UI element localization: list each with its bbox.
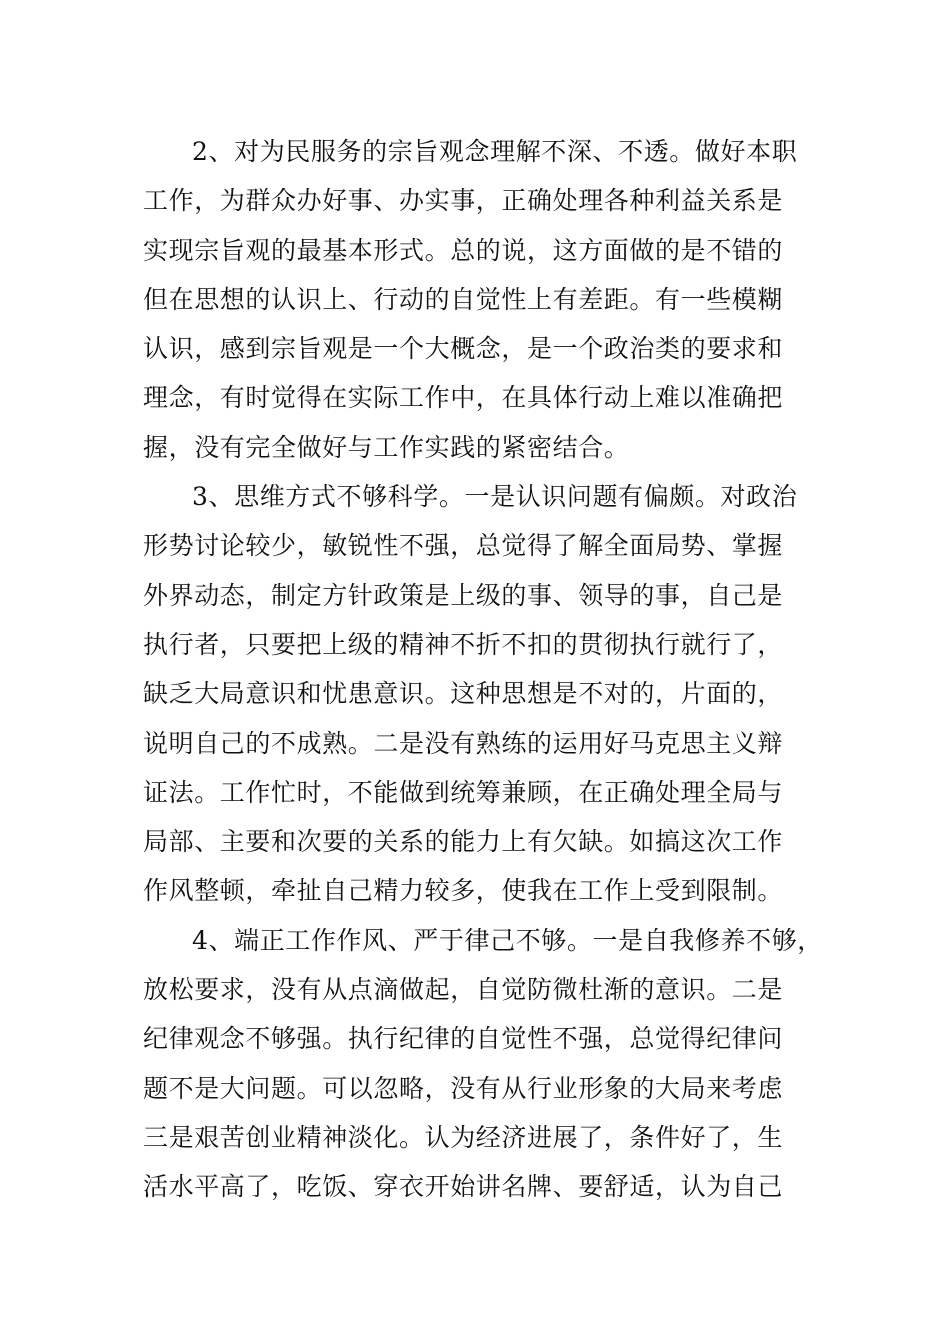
paragraph-4-line-4: 题不是大问题。可以忽略，没有从行业形象的大局来考虑 xyxy=(143,1073,784,1103)
paragraph-2-line-4: 但在思想的认识上、行动的自觉性上有差距。有一些模糊 xyxy=(143,284,784,314)
paragraph-2-line-2: 工作，为群众办好事、办实事，正确处理各种利益关系是 xyxy=(143,186,784,216)
paragraph-3-line-3: 外界动态，制定方针政策是上级的事、领导的事，自己是 xyxy=(143,580,784,610)
paragraph-3-line-7: 证法。工作忙时，不能做到统筹兼顾，在正确处理全局与 xyxy=(143,777,784,807)
paragraph-2-line-7: 握，没有完全做好与工作实践的紧密结合。 xyxy=(143,432,630,462)
body-text xyxy=(143,127,843,1212)
paragraph-3-line-9: 作风整顿，牵扯自己精力较多，使我在工作上受到限制。 xyxy=(143,876,784,906)
paragraph-4-line-5: 三是艰苦创业精神淡化。认为经济进展了，条件好了，生 xyxy=(143,1122,784,1152)
paragraph-3-line-1: 3、思维方式不够科学。一是认识问题有偏颇。对政治 xyxy=(192,482,798,512)
paragraph-4-line-3: 纪律观念不够强。执行纪律的自觉性不强，总觉得纪律问 xyxy=(143,1024,784,1054)
paragraph-3-line-4: 执行者，只要把上级的精神不折不扣的贯彻执行就行了， xyxy=(143,629,784,659)
paragraph-4-line-1: 4、端正工作作风、严于律己不够。一是自我修养不够， xyxy=(192,925,823,955)
paragraph-4-line-2: 放松要求，没有从点滴做起，自觉防微杜渐的意识。二是 xyxy=(143,975,784,1005)
paragraph-2-line-5: 认识，感到宗旨观是一个大概念，是一个政治类的要求和 xyxy=(143,334,784,364)
paragraph-2-line-3: 实现宗旨观的最基本形式。总的说，这方面做的是不错的 xyxy=(143,235,784,265)
paragraph-4-line-6: 活水平高了，吃饭、穿衣开始讲名牌、要舒适，认为自己 xyxy=(143,1172,784,1202)
paragraph-3-line-5: 缺乏大局意识和忧患意识。这种思想是不对的，片面的， xyxy=(143,679,784,709)
paragraph-3-line-6: 说明自己的不成熟。二是没有熟练的运用好马克思主义辩 xyxy=(143,728,784,758)
paragraph-3-line-2: 形势讨论较少，敏锐性不强，总觉得了解全面局势、掌握 xyxy=(143,531,784,561)
paragraph-2-line-1: 2、对为民服务的宗旨观念理解不深、不透。做好本职 xyxy=(192,137,798,166)
paragraph-2-line-6: 理念，有时觉得在实际工作中，在具体行动上难以准确把 xyxy=(143,383,784,413)
paragraph-3-line-8: 局部、主要和次要的关系的能力上有欠缺。如搞这次工作 xyxy=(143,827,784,857)
